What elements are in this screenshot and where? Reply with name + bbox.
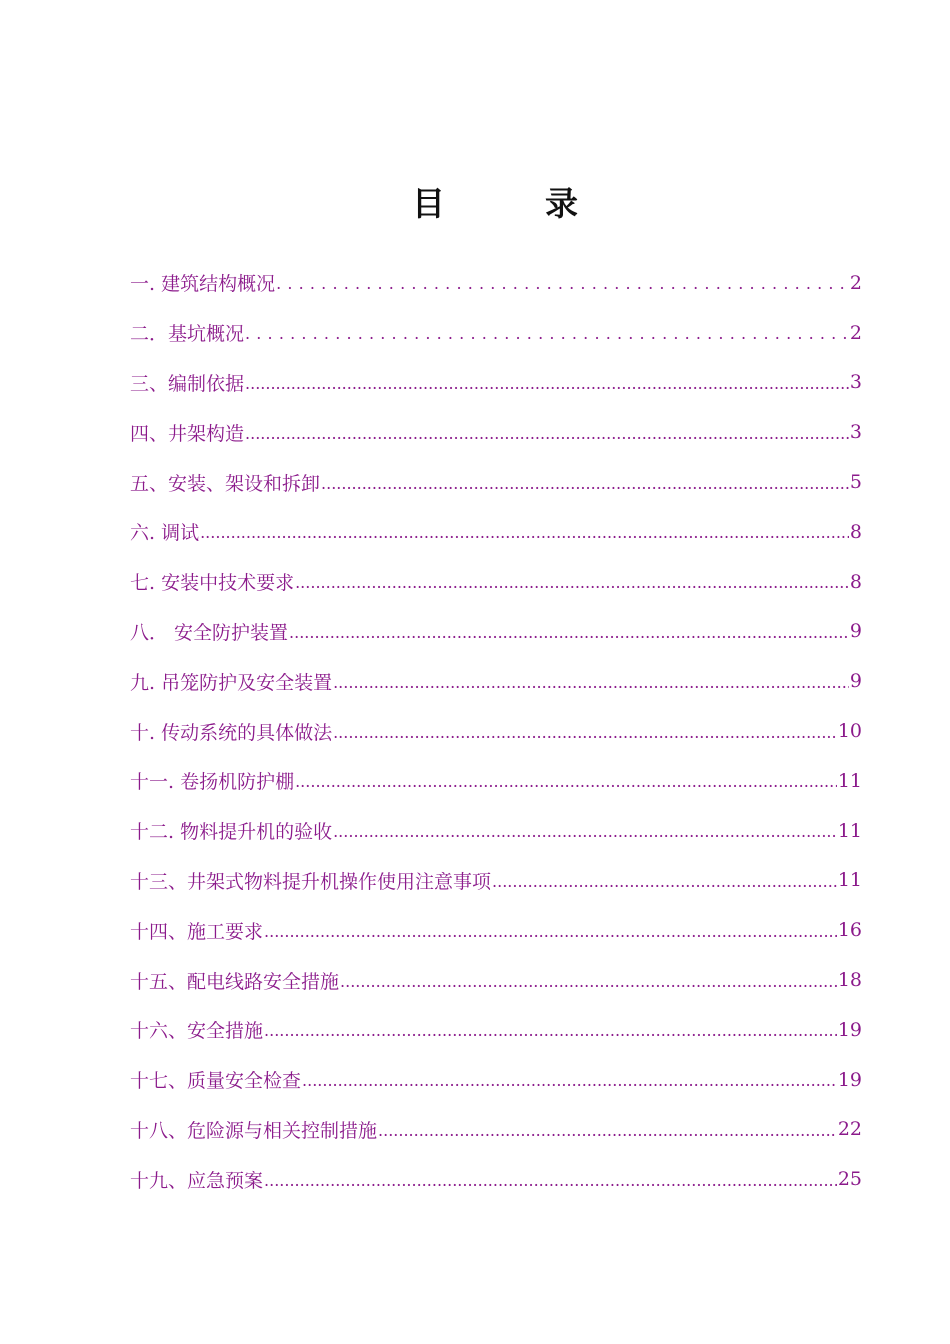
toc-entry[interactable] <box>130 656 862 706</box>
toc-entry-page: 8 <box>849 520 862 543</box>
toc-leader <box>302 1070 837 1089</box>
toc-entry[interactable] <box>130 905 862 955</box>
toc-entry[interactable] <box>130 1105 862 1155</box>
toc-leader <box>245 423 849 442</box>
toc-title <box>0 178 950 225</box>
toc-entry-label: 一. 建筑结构概况 <box>130 273 276 296</box>
toc-entry[interactable] <box>130 706 862 756</box>
toc-leader <box>295 572 849 591</box>
toc-entry-label: 十四、施工要求 <box>130 920 264 943</box>
toc-entry-page: 3 <box>849 371 862 394</box>
toc-entry-label: 七. 安装中技术要求 <box>130 572 295 595</box>
toc-leader <box>321 473 849 492</box>
toc-leader <box>492 871 837 890</box>
toc-leader <box>340 971 837 990</box>
toc-entry-page: 9 <box>849 670 862 693</box>
toc-entry-page: 11 <box>837 819 862 842</box>
toc-entry-label: 十. 传动系统的具体做法 <box>130 721 333 744</box>
toc-entry-label: 三、编制依据 <box>130 372 245 395</box>
toc-entry-label: 十七、质量安全检查 <box>130 1070 302 1093</box>
toc-leader <box>264 1170 837 1189</box>
toc-leader <box>289 622 849 641</box>
toc-entry[interactable] <box>130 407 862 457</box>
toc-entry-label: 五、安装、架设和拆卸 <box>130 472 321 495</box>
toc-entry-page: 2 <box>849 271 862 294</box>
toc-entry-page: 5 <box>849 471 862 494</box>
toc-entry[interactable] <box>130 1154 862 1204</box>
toc-title-right: 录 <box>545 184 578 223</box>
toc-leader <box>245 323 849 342</box>
toc-leader <box>333 821 837 840</box>
toc-entry-page: 25 <box>837 1168 862 1191</box>
toc-entry[interactable] <box>130 557 862 607</box>
toc-entry-page: 19 <box>837 1018 862 1041</box>
toc-entry-label: 十三、井架式物料提升机操作使用注意事项 <box>130 870 492 893</box>
toc-leader <box>333 722 837 741</box>
toc-entry[interactable] <box>130 358 862 408</box>
toc-leader <box>245 373 849 392</box>
toc-entry-label: 十八、危险源与相关控制措施 <box>130 1119 378 1142</box>
toc-leader <box>200 522 849 541</box>
toc-entry-page: 16 <box>837 919 862 942</box>
toc-entry-page: 9 <box>849 620 862 643</box>
toc-entry-label: 十二. 物料提升机的验收 <box>130 821 333 844</box>
toc-entry[interactable] <box>130 258 862 308</box>
toc-entry-page: 11 <box>837 769 862 792</box>
toc-entry-label: 四、井架构造 <box>130 422 245 445</box>
toc-entry-page: 2 <box>849 321 862 344</box>
toc-leader <box>264 1020 837 1039</box>
toc-leader <box>295 771 837 790</box>
toc-entry[interactable] <box>130 457 862 507</box>
toc-list <box>130 258 862 1204</box>
toc-leader <box>378 1120 837 1139</box>
toc-entry-page: 10 <box>837 720 862 743</box>
toc-entry-label: 二．基坑概况 <box>130 323 245 346</box>
toc-entry[interactable] <box>130 1005 862 1055</box>
toc-entry-label: 十一. 卷扬机防护棚 <box>130 771 295 794</box>
toc-title-left: 目 <box>412 184 445 223</box>
toc-entry-page: 8 <box>849 570 862 593</box>
toc-entry-label: 九. 吊笼防护及安全装置 <box>130 671 333 694</box>
toc-leader <box>333 672 849 691</box>
toc-entry[interactable] <box>130 806 862 856</box>
toc-entry-page: 22 <box>837 1118 862 1141</box>
toc-entry-page: 11 <box>837 869 862 892</box>
toc-leader <box>276 273 849 292</box>
toc-entry-page: 3 <box>849 421 862 444</box>
toc-entry-label: 六. 调试 <box>130 522 200 545</box>
toc-entry[interactable] <box>130 756 862 806</box>
toc-entry-label: 八． 安全防护装置 <box>130 621 289 644</box>
toc-entry[interactable] <box>130 607 862 657</box>
toc-entry[interactable] <box>130 856 862 906</box>
toc-entry[interactable] <box>130 1055 862 1105</box>
toc-leader <box>264 921 837 940</box>
toc-entry-label: 十六、安全措施 <box>130 1020 264 1043</box>
toc-entry-label: 十九、应急预案 <box>130 1169 264 1192</box>
toc-entry[interactable] <box>130 955 862 1005</box>
toc-entry-label: 十五、配电线路安全措施 <box>130 970 340 993</box>
toc-entry-page: 18 <box>837 969 862 992</box>
toc-entry[interactable] <box>130 507 862 557</box>
toc-entry[interactable] <box>130 308 862 358</box>
toc-entry-page: 19 <box>837 1068 862 1091</box>
